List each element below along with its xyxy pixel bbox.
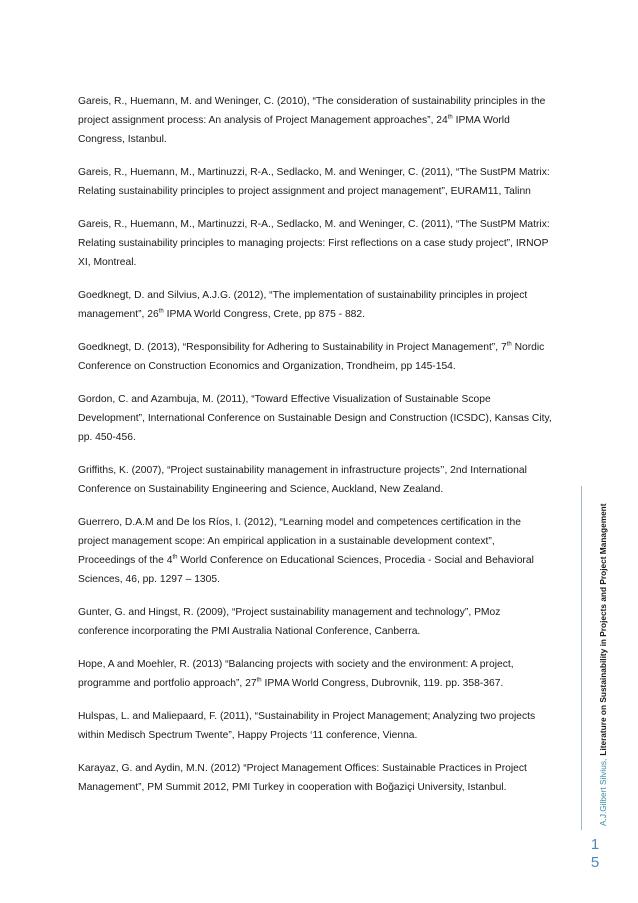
- reference-item: Goedknegt, D. (2013), “Responsibility for Adhering to Sustainability in Project Management”, 7th Nordic Conference on Construction Economics and Organization, Trondheim, pp 145-154.: [78, 341, 545, 372]
- reference-item: Gordon, C. and Azambuja, M. (2011), “Toward Effective Visualization of Sustainable Scope Development”, International Conference on Sustainable Design and Construction (ICSDC), Kansas City, pp. 450-456.: [78, 394, 552, 443]
- reference-item: Hulspas, L. and Maliepaard, F. (2011), “Sustainability in Project Management; Analyzing two projects within Medisch Spectrum Twente”, Happy Projects ‘11 conference, Vienna.: [78, 711, 536, 741]
- reference-item: Gareis, R., Huemann, M., Martinuzzi, R-A., Sedlacko, M. and Weninger, C. (2011), “The SustPM Matrix: Relating sustainability principles to managing projects: First reflections on a case study project”, IRNOP XI, Montreal.: [78, 219, 550, 268]
- running-header-title: Literature on Sustainability in Projects and Project Management: [598, 503, 608, 756]
- reference-item: Hope, A and Moehler, R. (2013) “Balancing projects with society and the environment: A project, programme and portfolio approach”, 27th IPMA World Congress, Dubrovnik, 119. pp. 358-367.: [78, 659, 514, 689]
- reference-item: Guerrero, D.A.M and De los Ríos, I. (2012), “Learning model and competences certification in the project management scope: An empirical application in a sustainable development context”, Proceedings of the 4th World Conference on Educational Sciences, Procedia - Social and Behavioral Sciences, 46, pp. 1297 – 1305.: [78, 517, 534, 585]
- running-header-author: A.J.Gilbert Silvius,: [598, 758, 608, 826]
- reference-item: Goedknegt, D. and Silvius, A.J.G. (2012), “The implementation of sustainability principles in project management”, 26th IPMA World Congress, Crete, pp 875 - 882.: [78, 290, 528, 320]
- reference-item: Gareis, R., Huemann, M., Martinuzzi, R-A., Sedlacko, M. and Weninger, C. (2011), “The SustPM Matrix: Relating sustainability principles to project assignment and project management”, EURAM11, Talinn: [78, 167, 550, 197]
- reference-item: Gunter, G. and Hingst, R. (2009), “Project sustainability management and technology”, PMoz conference incorporating the PMI Australia National Conference, Canberra.: [78, 607, 501, 637]
- running-header: [598, 503, 608, 826]
- reference-list: [78, 92, 552, 811]
- page-number-digit-2: 5: [590, 854, 600, 871]
- sidebar-divider: [581, 486, 582, 830]
- reference-item: Gareis, R., Huemann, M. and Weninger, C. (2010), “The consideration of sustainability principles in the project assignment process: An analysis of Project Management approaches”, 24th IPMA World Congress, Istanbul.: [78, 96, 546, 145]
- page-number-digit-1: 1: [590, 836, 600, 853]
- reference-item: Karayaz, G. and Aydin, M.N. (2012) “Project Management Offices: Sustainable Practices in Project Management”, PM Summit 2012, PMI Turkey in cooperation with Boğaziçi University, Istanbul.: [78, 763, 527, 793]
- reference-item: Griffiths, K. (2007), “Project sustainability management in infrastructure projects’’, 2nd International Conference on Sustainability Engineering and Science, Auckland, New Zealand.: [78, 465, 527, 495]
